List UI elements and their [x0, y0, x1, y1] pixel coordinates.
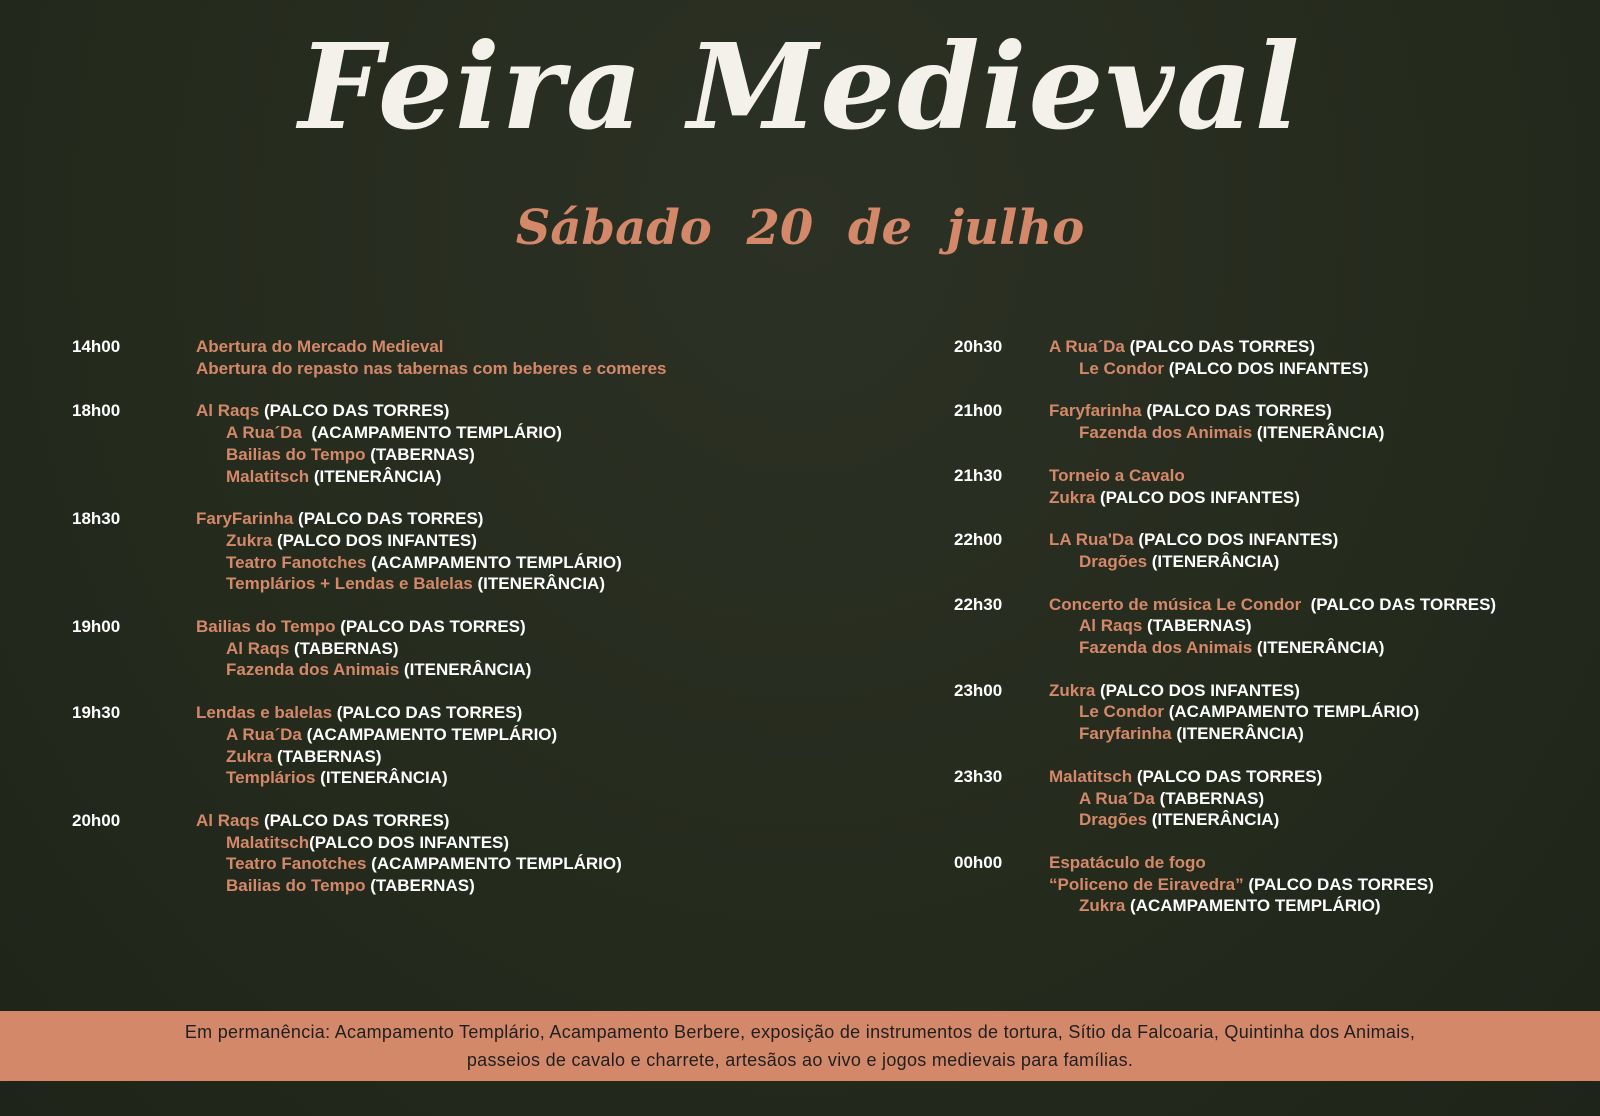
event-line — [1049, 637, 1574, 659]
event-line — [196, 466, 892, 488]
schedule-slot — [72, 702, 892, 789]
event-line — [196, 444, 892, 466]
schedule-slot — [72, 400, 892, 487]
event-name: Fazenda dos Animais — [1079, 423, 1253, 443]
slot-time: 20h00 — [72, 810, 121, 830]
event-line — [196, 724, 892, 746]
schedule-slot — [954, 680, 1574, 745]
event-name: Bailias do Tempo — [226, 444, 366, 464]
slot-time: 00h00 — [954, 852, 1003, 872]
slot-time: 19h00 — [72, 617, 121, 637]
event-name: Dragões — [1079, 551, 1148, 571]
schedule-slot — [954, 529, 1574, 572]
event-line — [196, 616, 892, 638]
slot-events — [1049, 336, 1574, 379]
event-venue: (TABERNAS) — [289, 638, 399, 658]
event-line — [196, 746, 892, 768]
event-name: Malatitsch — [226, 466, 310, 486]
event-name: Teatro Fanotches — [226, 854, 367, 874]
event-name: Fazenda dos Animais — [226, 660, 400, 680]
event-venue: (PALCO DAS TORRES) — [332, 703, 523, 723]
event-venue: (PALCO DOS INFANTES) — [1164, 358, 1369, 378]
event-venue: (PALCO DAS TORRES) — [259, 401, 450, 421]
event-line — [196, 552, 892, 574]
banner-line-2: passeios de cavalo e charrete, artesãos ao vivo e jogos medievais para famílias. — [466, 1050, 1134, 1070]
event-name: Zukra — [1049, 487, 1096, 507]
schedule-slot — [72, 508, 892, 595]
event-name: A Rua´Da — [1049, 337, 1125, 356]
event-name: Zukra — [1079, 896, 1126, 916]
event-venue: (PALCO DAS TORRES) — [1243, 874, 1434, 894]
event-venue: (PALCO DOS INFANTES) — [1095, 487, 1300, 507]
slot-time: 22h00 — [954, 530, 1003, 550]
event-line — [1049, 551, 1574, 573]
event-line — [196, 702, 892, 724]
event-line — [1049, 487, 1574, 509]
slot-time: 14h00 — [72, 337, 121, 356]
event-name: Zukra — [226, 530, 273, 550]
schedule-slot — [954, 400, 1574, 443]
slot-events — [196, 810, 892, 897]
schedule-slot — [72, 616, 892, 681]
event-venue: (PALCO DOS INFANTES) — [1095, 680, 1300, 700]
event-venue: (ACAMPAMENTO TEMPLÁRIO) — [366, 552, 622, 572]
event-line — [1049, 336, 1574, 358]
event-venue: (TABERNAS) — [272, 746, 382, 766]
schedule-right-column — [954, 336, 1574, 938]
event-line — [1049, 422, 1574, 444]
event-line — [196, 767, 892, 789]
slot-time: 19h30 — [72, 703, 121, 723]
event-name: Al Raqs — [196, 401, 260, 421]
event-line — [1049, 788, 1574, 810]
event-name: Le Condor — [1079, 358, 1164, 378]
event-venue: (ITENERÂNCIA) — [1147, 551, 1280, 571]
event-line — [1049, 809, 1574, 831]
event-name: A Rua´Da — [226, 423, 302, 443]
event-line — [1049, 529, 1574, 551]
event-name: Torneio a Cavalo — [1049, 465, 1185, 485]
event-line — [1049, 615, 1574, 637]
slot-time: 21h30 — [954, 465, 1003, 485]
event-venue: (PALCO DOS INFANTES) — [272, 530, 477, 550]
event-venue: (PALCO DAS TORRES) — [293, 509, 484, 529]
slot-time: 23h00 — [954, 680, 1003, 700]
event-venue: (PALCO DAS TORRES) — [259, 810, 450, 830]
event-venue: (ITENERÂNCIA) — [309, 466, 442, 486]
event-line — [1049, 594, 1574, 616]
event-venue: (TABERNAS) — [1142, 616, 1252, 636]
event-line — [1049, 766, 1574, 788]
event-line — [196, 336, 892, 358]
event-name: Abertura do Mercado Medieval — [196, 337, 444, 356]
event-date: Sábado 20 de julho — [515, 200, 1085, 256]
event-line — [196, 508, 892, 530]
event-name: Lendas e balelas — [196, 703, 333, 723]
event-venue: (ITENERÂNCIA) — [315, 768, 448, 788]
event-name: Espatáculo de fogo — [1049, 852, 1206, 872]
event-line — [1049, 400, 1574, 422]
event-venue: (ITENERÂNCIA) — [1147, 810, 1280, 830]
event-name: Teatro Fanotches — [226, 552, 367, 572]
slot-events — [196, 400, 892, 487]
event-venue: (ITENERÂNCIA) — [399, 660, 532, 680]
event-venue: (ACAMPAMENTO TEMPLÁRIO) — [301, 724, 558, 744]
event-line — [1049, 895, 1574, 917]
slot-events — [1049, 465, 1574, 508]
event-name: Templários — [226, 768, 316, 788]
event-venue: (PALCO DOS INFANTES) — [1133, 530, 1339, 550]
event-line — [196, 659, 892, 681]
event-name: Malatitsch — [1049, 766, 1133, 786]
banner-line-1: Em permanência: Acampamento Templário, Acampamento Berbere, exposição de instrumentos de tortura, Sítio da Falcoaria, Quintinha dos Animais, — [184, 1022, 1416, 1042]
event-line — [196, 358, 892, 380]
schedule-slot — [954, 766, 1574, 831]
event-name: Zukra — [1049, 680, 1096, 700]
event-venue: (PALCO DAS TORRES) — [1124, 337, 1316, 356]
event-venue: (PALCO DAS TORRES) — [1141, 401, 1332, 421]
event-venue: (ACAMPAMENTO TEMPLÁRIO) — [1164, 702, 1420, 722]
event-venue: (TABERNAS) — [1154, 788, 1265, 808]
event-name: Dragões — [1079, 810, 1148, 830]
event-venue: (ITENERÂNCIA) — [472, 574, 605, 594]
event-line — [196, 530, 892, 552]
event-line — [196, 573, 892, 595]
slot-events — [196, 702, 892, 789]
event-name: Fazenda dos Animais — [1079, 638, 1253, 658]
event-venue: (PALCO DAS TORRES) — [335, 617, 526, 637]
event-name: A Rua´Da — [1079, 788, 1155, 808]
event-line — [1049, 680, 1574, 702]
event-line — [196, 832, 892, 854]
event-venue: (ACAMPAMENTO TEMPLÁRIO) — [301, 423, 562, 443]
event-venue: (ITENERÂNCIA) — [1252, 423, 1385, 443]
event-line — [196, 810, 892, 832]
slot-events — [1049, 400, 1574, 443]
event-venue: (PALCO DOS INFANTES) — [309, 832, 510, 852]
event-venue: (ACAMPAMENTO TEMPLÁRIO) — [1125, 896, 1381, 916]
event-line — [1049, 852, 1574, 874]
schedule-slot — [72, 336, 892, 379]
page-title: Feira Medieval — [298, 17, 1302, 156]
event-name: LA Rua'Da — [1049, 530, 1134, 550]
event-name: Malatitsch — [226, 832, 310, 852]
slot-events — [196, 616, 892, 681]
event-name: “Policeno de Eiravedra” — [1049, 874, 1244, 894]
schedule-slot — [954, 594, 1574, 659]
slot-time: 18h00 — [72, 401, 121, 421]
slot-time: 18h30 — [72, 509, 121, 529]
slot-events — [196, 336, 892, 379]
event-name: Al Raqs — [196, 810, 260, 830]
slot-events — [1049, 766, 1574, 831]
slot-events — [1049, 852, 1574, 917]
event-line — [1049, 874, 1574, 896]
slot-time: 22h30 — [954, 594, 1003, 614]
event-name: Le Condor — [1079, 702, 1164, 722]
event-name: Al Raqs — [1079, 616, 1143, 636]
event-name: A Rua´Da — [226, 724, 302, 744]
event-line — [1049, 723, 1574, 745]
event-name: Templários + Lendas e Balelas — [226, 574, 473, 594]
event-line — [196, 638, 892, 660]
event-name: Al Raqs — [226, 638, 290, 658]
slot-events — [196, 508, 892, 595]
event-name: Faryfarinha — [1079, 724, 1172, 744]
event-line — [1049, 358, 1574, 380]
slot-events — [1049, 594, 1574, 659]
event-venue: (PALCO DAS TORRES) — [1301, 594, 1497, 614]
event-venue: (ITENERÂNCIA) — [1252, 638, 1385, 658]
schedule-slot — [954, 465, 1574, 508]
slot-events — [1049, 529, 1574, 572]
schedule-slot — [72, 810, 892, 897]
event-name: Bailias do Tempo — [196, 617, 336, 637]
slot-time: 21h00 — [954, 401, 1003, 421]
event-line — [1049, 701, 1574, 723]
schedule-slot — [954, 336, 1574, 379]
slot-events — [1049, 680, 1574, 745]
event-name: Bailias do Tempo — [226, 876, 366, 896]
event-venue: (TABERNAS) — [365, 876, 475, 896]
event-line — [196, 400, 892, 422]
event-venue: (PALCO DAS TORRES) — [1132, 766, 1323, 786]
event-line — [196, 422, 892, 444]
schedule-left-column — [72, 336, 892, 918]
event-line — [1049, 465, 1574, 487]
event-line — [196, 875, 892, 897]
event-name: Faryfarinha — [1049, 401, 1142, 421]
permanent-attractions-banner — [0, 1011, 1600, 1081]
event-venue: (TABERNAS) — [365, 444, 475, 464]
slot-time: 23h30 — [954, 766, 1003, 786]
schedule-slot — [954, 852, 1574, 917]
event-name: Zukra — [226, 746, 273, 766]
event-name: Abertura do repasto nas tabernas com beberes e comeres — [196, 358, 667, 378]
event-line — [196, 853, 892, 875]
event-name: FaryFarinha — [196, 509, 294, 529]
event-name: Concerto de música Le Condor — [1049, 594, 1302, 614]
event-venue: (ACAMPAMENTO TEMPLÁRIO) — [366, 854, 622, 874]
event-venue: (ITENERÂNCIA) — [1171, 724, 1304, 744]
slot-time: 20h30 — [954, 337, 1003, 356]
